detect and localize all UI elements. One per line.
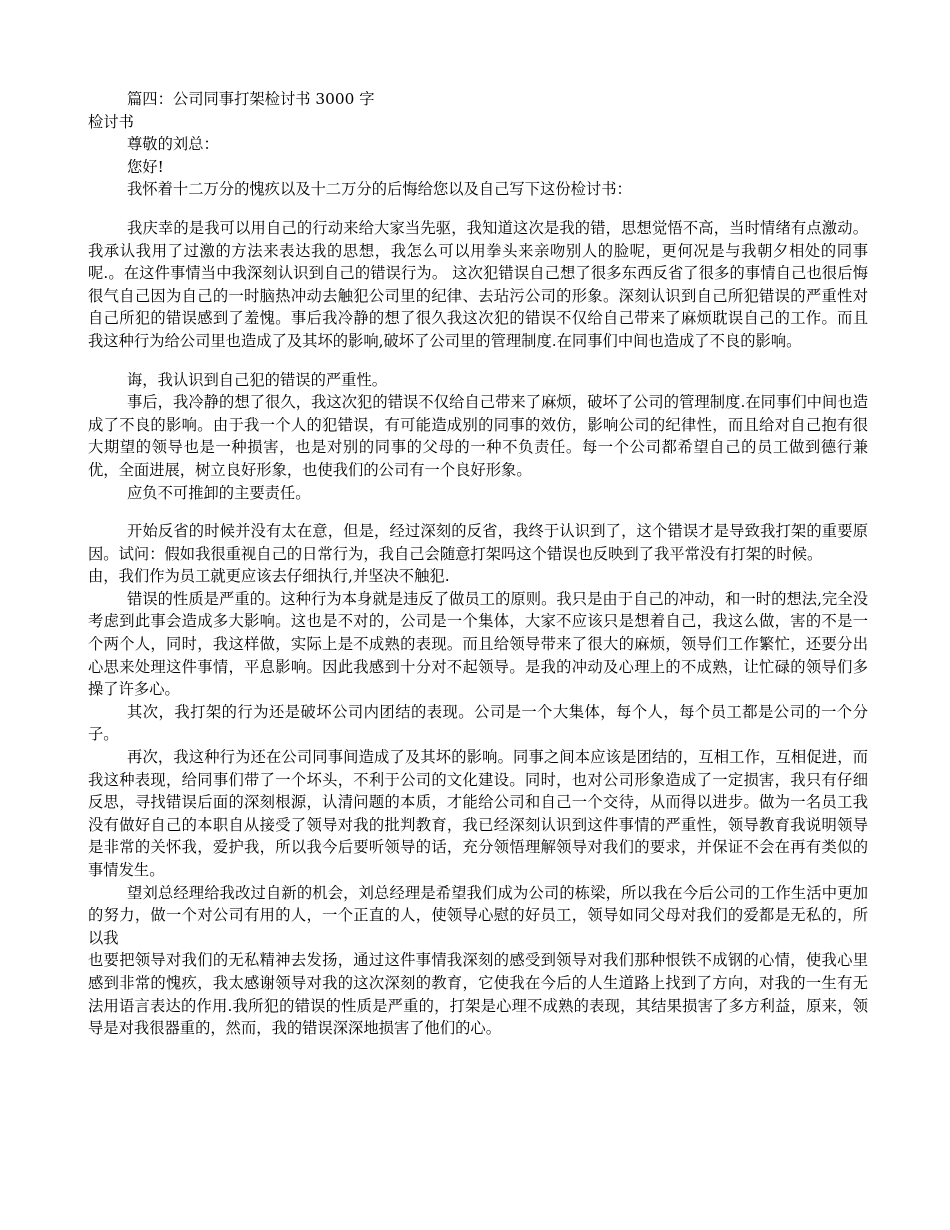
body-paragraph: 望刘总经理给我改过自新的机会，刘总经理是希望我们成为公司的栋梁，所以我在今后公司的工作生活中更加的努力，做一个对公司有用的人，一个正直的人，使领导心慰的好员工，领导如同父母对我们的爱都是无私的，所以我: [88, 883, 868, 947]
body-paragraph: 错误的性质是严重的。这种行为本身就是违反了做员工的原则。我只是由于自己的冲动，和一时的想法,完全没考虑到此事会造成多大影响。这也是不对的，公司是一个集体，大家不应该只是想着自己，我这么做，害的不是一个两个人，同时，我这样做，实际上是不成熟的表现。而且给领导带来了很大的麻烦，领导们工作繁忙，还要分出心思来处理这件事情，平息影响。因此我感到十分对不起领导。是我的冲动及心理上的不成熟，让忙碌的领导们多操了许多心。: [88, 589, 868, 699]
document-page: [88, 88, 868, 1040]
body-paragraph: 事后，我冷静的想了很久，我这次犯的错误不仅给自己带来了麻烦，破坏了公司的管理制度.在同事们中间也造成了不良的影响。由于我一个人的犯错误，有可能造成别的同事的效仿，影响公司的纪律性，而且给对自己抱有很大期望的领导也是一种损害，也是对别的同事的父母的一种不负责任。每一个公司都希望自己的员工做到德行兼优，全面进展，树立良好形象，也使我们的公司有一个良好形象。: [88, 393, 868, 479]
paragraph-gap: [88, 201, 868, 217]
paragraph-gap: [88, 504, 868, 520]
greeting: 您好!: [127, 157, 164, 176]
body-paragraph: 应负不可推卸的主要责任。: [127, 483, 311, 502]
body-paragraph: 我庆幸的是我可以用自己的行动来给大家当先驱，我知道这次是我的错，思想觉悟不高，当时情绪有点激动。我承认我用了过激的方法来表达我的思想，我怎么可以用拳头来亲吻别人的脸呢，更何况是与我朝夕相处的同事呢.。在这件事情当中我深刻认识到自己的错误行为。 这次犯错误自己想了很多东西反省了很多的事情自己也很后悔很气自己因为自己的一时脑热冲动去触犯公司里的纪律、去玷污公司的形象。深刻认识到自己所犯错误的严重性对自己所犯的错误感到了羞愧。事后我冷静的想了很久我这次犯的错误不仅给自己带来了麻烦耽误自己的工作。而且我这种行为给公司里也造成了及其坏的影响,破坏了公司里的管理制度.在同事们中间也造成了不良的影响。: [88, 218, 868, 350]
body-paragraph: 由，我们作为员工就更应该去仔细执行,并坚决不触犯.: [88, 567, 450, 586]
salutation: 尊敬的刘总：: [127, 135, 219, 154]
paragraph-gap: [88, 353, 868, 369]
body-paragraph: 再次，我这种行为还在公司同事间造成了及其坏的影响。同事之间本应该是团结的，互相工作，互相促进，而我这种表现，给同事们带了一个坏头，不利于公司的文化建设。同时，也对公司形象造成了一定损害，我只有仔细反思，寻找错误后面的深刻根源，认清问题的本质，才能给公司和自己一个交待，从而得以进步。做为一名员工我没有做好自己的本职自从接受了领导对我的批判教育，我已经深刻认识到这件事情的严重性，领导教育我说明领导是非常的关怀我，爱护我，所以我今后要听领导的话，充分领悟理解领导对我们的要求，并保证不会在再有类似的事情发生。: [88, 748, 868, 879]
body-paragraph: 开始反省的时候并没有太在意，但是，经过深刻的反省，我终于认识到了，这个错误才是导致我打架的重要原因。试问：假如我很重视自己的日常行为，我自己会随意打架吗这个错误也反映到了我平常没有打架的时候。: [88, 522, 868, 563]
intro-paragraph: 我怀着十二万分的愧疚以及十二万分的后悔给您以及自己写下这份检讨书：: [127, 180, 632, 199]
body-paragraph: 其次，我打架的行为还是破坏公司内团结的表现。公司是一个大集体，每个人，每个员工都是公司的一个分子。: [88, 702, 868, 744]
body-paragraph: 也要把领导对我们的无私精神去发扬，通过这件事情我深刻的感受到领导对我们那种恨铁不成钢的心情，使我心里感到非常的愧疚，我太感谢领导对我的这次深刻的教育，它使我在今后的人生道路上找到了方向，对我的一生有无法用语言表达的作用.我所犯的错误的性质是严重的，打架是心理不成熟的表现，其结果损害了多方利益，原来，领导是对我很器重的，然而，我的错误深深地损害了他们的心。: [88, 951, 868, 1038]
body-paragraph: 诲，我认识到自己犯的错误的严重性。: [127, 370, 388, 389]
document-subtitle: 检讨书: [88, 112, 134, 131]
document-heading: 篇四：公司同事打架检讨书 3000 字: [127, 90, 375, 108]
